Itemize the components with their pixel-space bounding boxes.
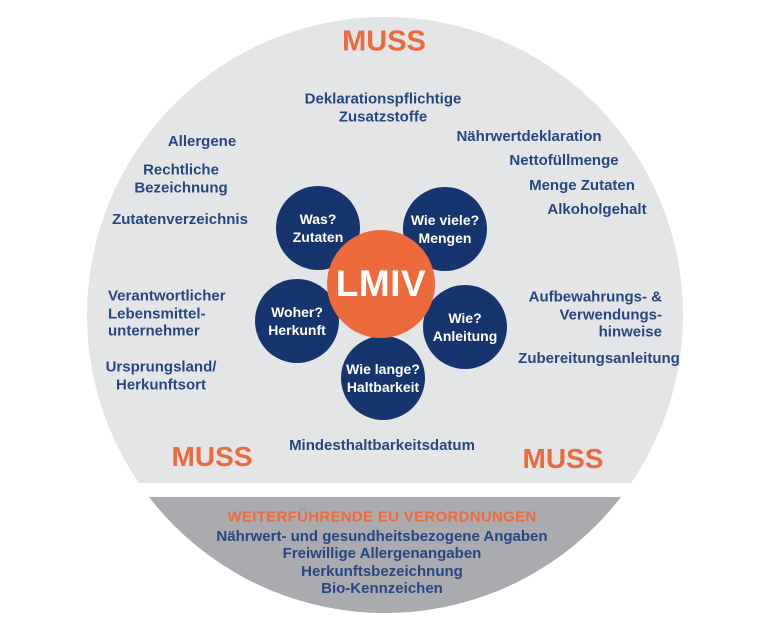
- footer-item: Herkunftsbezeichnung: [301, 563, 463, 580]
- label-menge-zutaten: Menge Zutaten: [529, 177, 635, 195]
- label-aufbewahrungs-verwendungshinweise: Aufbewahrungs- & Verwendungs- hinweise: [528, 288, 662, 341]
- label-naehrwertdeklaration: Nährwertdeklaration: [456, 128, 602, 146]
- bubble-was-zutaten: Was? Zutaten: [276, 186, 360, 270]
- label-zutatenverzeichnis: Zutatenverzeichnis: [112, 211, 248, 229]
- label-deklarationspflichtige-zusatzstoffe: Deklarationspflichtige Zusatzstoffe: [304, 90, 462, 125]
- footer-item: Freiwillige Allergenangaben: [282, 545, 482, 563]
- lmiv-center-circle: [327, 230, 435, 338]
- label-rechtliche-bezeichnung: Rechtliche Bezeichnung: [134, 161, 228, 196]
- muss-label-bottom-left: MUSS: [171, 441, 253, 472]
- footer-item: Nährwert- und gesundheitsbezogene Angaben: [216, 528, 548, 546]
- separator-band: [0, 483, 768, 497]
- lmiv-title: LMIV: [335, 263, 427, 304]
- footer-item-list: [216, 528, 547, 598]
- label-allergene: Allergene: [167, 133, 237, 151]
- muss-label-top: MUSS: [342, 25, 426, 58]
- label-alkoholgehalt: Alkoholgehalt: [547, 201, 647, 219]
- muss-label-bottom-right: MUSS: [522, 443, 604, 474]
- bubble-wie-lange-haltbarkeit: Wie lange? Haltbarkeit: [341, 336, 425, 420]
- bubble-wie-viele-mengen: Wie viele? Mengen: [403, 187, 487, 271]
- label-zubereitungsanleitung: Zubereitungsanleitung: [518, 350, 680, 368]
- footer-title-weiterfuehrende-eu-verordnungen: WEITERFÜHRENDE EU VERORDNUNGEN: [227, 508, 537, 526]
- bubble-wie-anleitung: Wie? Anleitung: [423, 285, 507, 369]
- label-nettofuellmenge: Nettofüllmenge: [509, 152, 619, 170]
- label-mindesthaltbarkeitsdatum: Mindesthaltbarkeitsdatum: [289, 437, 475, 455]
- bubble-woher-herkunft: Woher? Herkunft: [255, 279, 339, 363]
- footer-item: Bio-Kennzeichen: [321, 580, 443, 598]
- label-ursprungsland-herkunftsort: Ursprungsland/ Herkunftsort: [105, 358, 217, 393]
- label-verantwortlicher-lebensmittelunternehmer: Verantwortlicher Lebensmittel- unternehmer: [108, 287, 226, 340]
